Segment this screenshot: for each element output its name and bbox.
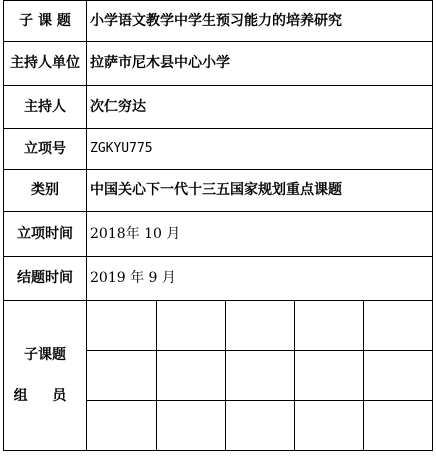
member-cell	[363, 401, 432, 451]
project-info-form	[3, 0, 433, 460]
host-unit-label: 主持人单位	[4, 42, 87, 86]
member-cell	[225, 301, 294, 351]
member-cell	[225, 351, 294, 401]
members-grid	[87, 301, 432, 450]
project-number-value: ZGKYU775	[87, 129, 433, 170]
member-cell	[156, 401, 225, 451]
subtopic-value: 小学语文教学中学生预习能力的培养研究	[87, 1, 433, 42]
member-cell	[363, 351, 432, 401]
members-label-line1: 子课题	[24, 346, 66, 363]
members-label	[4, 301, 87, 451]
member-cell	[156, 301, 225, 351]
row-members	[4, 301, 433, 451]
approval-date-label: 立项时间	[4, 212, 87, 257]
member-cell	[87, 351, 156, 401]
completion-date-label: 结题时间	[4, 257, 87, 301]
member-cell	[294, 401, 363, 451]
member-cell	[294, 351, 363, 401]
category-value: 中国关心下一代十三五国家规划重点课题	[87, 170, 433, 212]
member-cell	[294, 301, 363, 351]
members-label-line2: 组 员	[13, 387, 77, 404]
members-grid-row	[87, 351, 432, 401]
category-label: 类别	[4, 170, 87, 212]
host-label: 主持人	[4, 86, 87, 129]
members-grid-row	[87, 301, 432, 351]
project-info-table	[3, 0, 433, 451]
subtopic-label: 子 课 题	[4, 1, 87, 42]
member-cell	[87, 401, 156, 451]
approval-date-value: 2018年 10 月	[87, 212, 433, 257]
members-grid-cell	[87, 301, 433, 451]
row-category	[4, 170, 433, 212]
row-host-unit	[4, 42, 433, 86]
member-cell	[156, 351, 225, 401]
members-grid-row	[87, 401, 432, 451]
row-host	[4, 86, 433, 129]
host-unit-value: 拉萨市尼木县中心小学	[87, 42, 433, 86]
row-subtopic	[4, 1, 433, 42]
host-value: 次仁穷达	[87, 86, 433, 129]
completion-date-value: 2019 年 9 月	[87, 257, 433, 301]
row-completion-date	[4, 257, 433, 301]
project-number-label: 立项号	[4, 129, 87, 170]
row-project-number	[4, 129, 433, 170]
row-approval-date	[4, 212, 433, 257]
member-cell	[363, 301, 432, 351]
member-cell	[87, 301, 156, 351]
member-cell	[225, 401, 294, 451]
